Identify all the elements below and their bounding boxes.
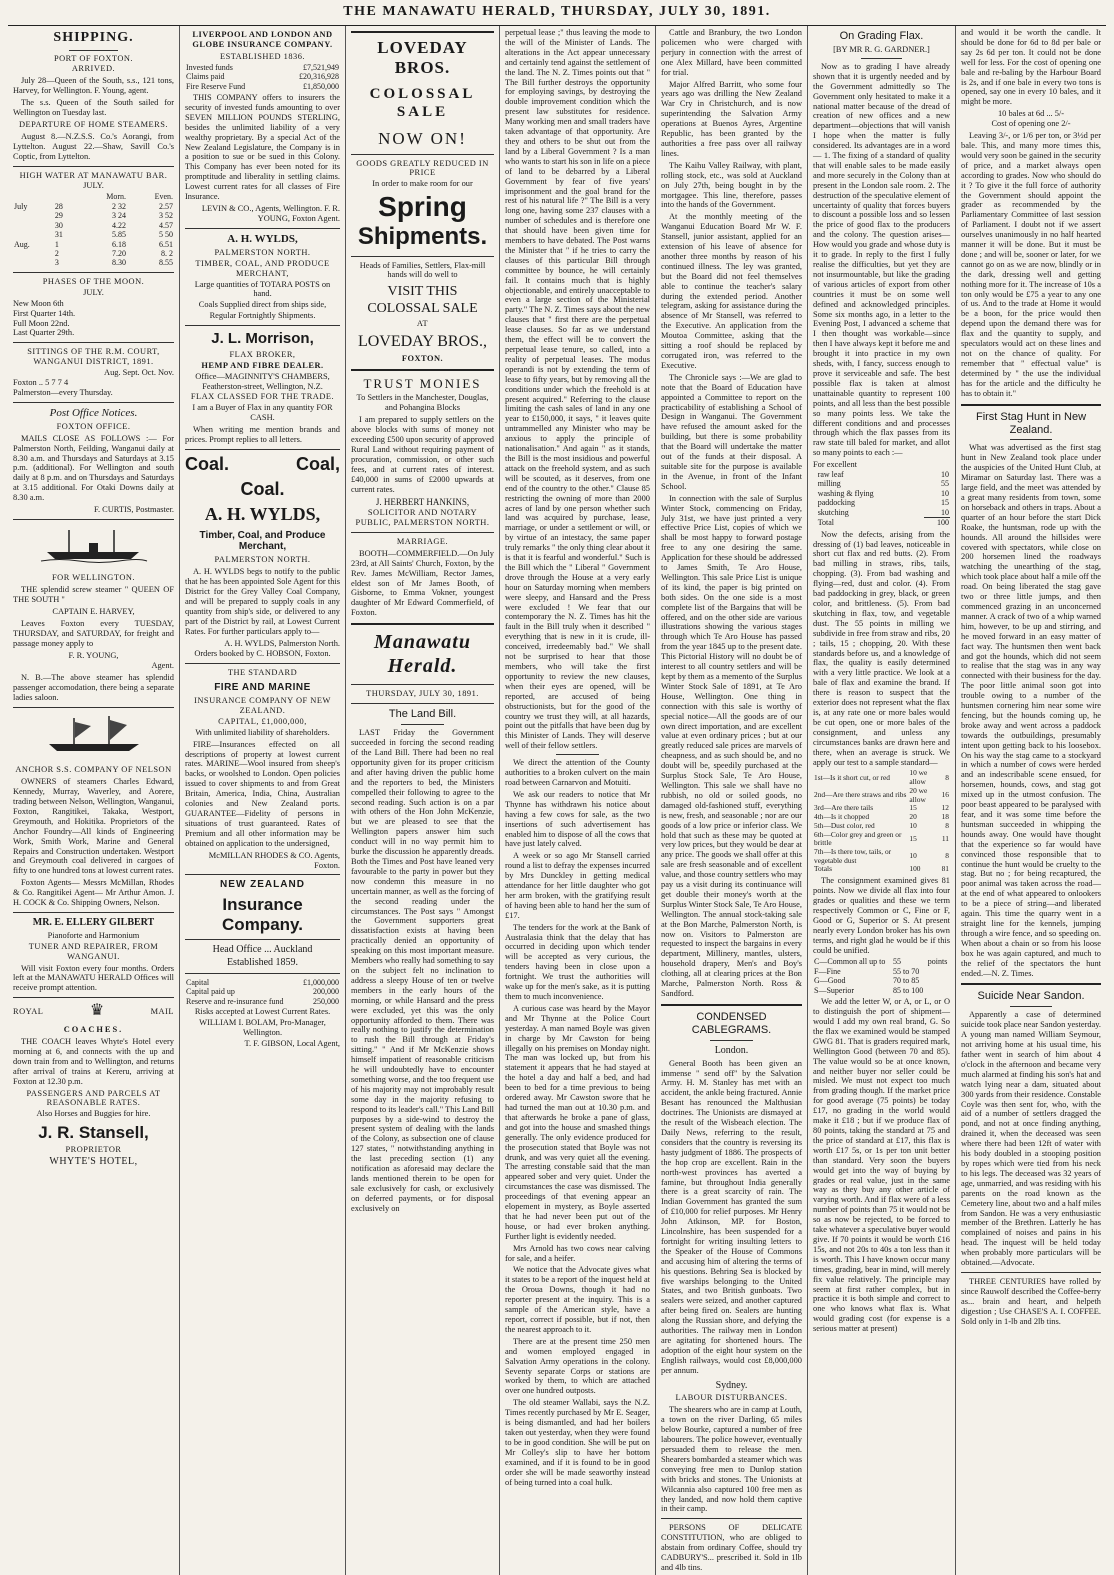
- sailed-text: The s.s. Queen of the South sailed for Wellington on Tuesday last.: [13, 98, 174, 118]
- coal-word: Coal.: [240, 479, 285, 500]
- news-item: Major Alfred Barritt, who some four years ago was drilling the New Zealand War Cry in Christchurch, and is now superintending the Salvation Army operations at Buenos Ayres, Argentine Republic, has been granted by the authorities a free pass over all railway lines.: [661, 79, 802, 158]
- gilbert-title: MR. E. ELLERY GILBERT: [32, 917, 155, 929]
- table-row: Capital paid up 200,000: [186, 987, 339, 997]
- cablegrams-title: CONDENSED CABLEGRAMS.: [691, 1010, 772, 1036]
- flax-text: and would it be worth the candle. It should be done for 6d to 8d per bale or say 2s 6d per ton. It could not be done well for less. For the cost of opening one bale and re-baling by the Harbour Board is 2s, and if one bale in every two tons is opened, say one in every 10 bales, and it might be more.: [961, 28, 1101, 107]
- at-label: AT: [416, 319, 429, 329]
- table-row: G—Good 70 to 85: [814, 976, 920, 986]
- coal-row: [185, 454, 340, 475]
- wylds-big: A. H. WYLDS,: [204, 504, 321, 525]
- land-bill-title: The Land Bill.: [388, 708, 457, 721]
- writing-text: When writing me mention brands and prices. Prompt replies to all letters.: [185, 425, 340, 445]
- funds-table: [185, 63, 340, 91]
- mails-text: MAILS CLOSE AS FOLLOWS :— For Palmerston North, Feilding, Wanganui daily at 8.30 a.m. and Thursdays and Saturdays at 3.15 p.m. (additional). For Wellington and south daily at 8 p.m. and on Thursdays and Saturdays at 3.15 additional. For Otaki Downs daily at 8.30 a.m.: [13, 433, 174, 503]
- mcmillan: McMILLAN RHODES & CO. Agents, Foxton.: [208, 850, 340, 870]
- std-text: FIRE—Insurances effected on all descriptions of property at lowest current rates. MARINE—Wool insured from sheep's backs, or woolshed to London. Open policies issued to cover shipments to and from Great Britain, America, India, China, Australian colonies and New Zealand ports. GUARANTEE—Fidelity of persons in situations of trust guaranteed. Rates of Premium and all other information may be obtained on application to the undersigned,: [185, 739, 340, 848]
- column-5: [656, 26, 808, 1575]
- newspaper-page: [8, 4, 1106, 1572]
- cost-line: Cost of opening one 2/-: [991, 119, 1071, 129]
- trust-sub: To Settlers in the Manchester, Douglas, and Pohangina Blocks: [356, 393, 489, 413]
- grades-table: [813, 957, 950, 995]
- port-heading: PORT OF FOXTON.: [53, 53, 134, 63]
- table-row: 2nd—Are there straws and ribs 20 we allow 16: [814, 785, 949, 804]
- table-row: 31 5.85 5 50: [54, 230, 173, 240]
- news-item: A week or so ago Mr Stansell carried round a list to defray the expenses incurred by Mrs Dunckley in getting medical attendance for her little daughter who got her arm broken, with the gratifying result of having been able to hand her the sum of £17.: [505, 851, 650, 920]
- points-head: For excellent: [813, 460, 857, 470]
- crest-icon: ♛: [89, 1002, 105, 1020]
- high-water-heading: HIGH WATER AT MANAWATU BAR.: [19, 170, 168, 180]
- table-row: 4th—Is it chopped 20 18: [814, 812, 949, 822]
- foxton-label: FOXTON.: [401, 354, 444, 364]
- sittings-foxton: Foxton .. 5 7 7 4: [13, 378, 69, 388]
- table-row: July 28 2 32 2.57: [14, 201, 173, 211]
- table-row: paddocking 15: [817, 498, 949, 508]
- leaves-text: Leaves Foxton every TUESDAY, THURSDAY, and SATURDAY, for freight and passage money apply to: [13, 618, 174, 648]
- solicitor: SOLICITOR AND NOTARY PUBLIC, PALMERSTON NORTH.: [355, 508, 490, 528]
- table-row: 6th—Color grey and green or brittle 15 11: [814, 829, 949, 848]
- ins-co: INSURANCE COMPANY OF NEW ZEALAND.: [194, 696, 331, 715]
- news-item: There are at the present time 250 men and women employed engaged in Salvation Army operations in the colony. Seventy separate Corps or stations are worked by them, to which are attached over one hundred outposts.: [505, 1336, 650, 1396]
- flax-text: The consignment examined gives 81 points. Now we divide all flax into four grades or qualities and these we term respectively Common or C, Fine or F, Good or G, Superior or S. At present nearly every London broker has his own terms, and right glad he would be if this could be unified.: [813, 876, 950, 955]
- sydney-text: The shearers who are in camp at Louth, a town on the river Darling, 65 miles below Bourke, captured a number of free labourers. The police however, eventually persuaded them to release the men. Shearers bombarded a steamer which was conveying free men to Dunlop station with bricks and stones. The Unionists at Wilcannia also captured 100 free men as they landed, and now hold them captive in their camp.: [661, 1405, 802, 1514]
- table-row: 30 4.22 4.57: [54, 220, 173, 230]
- byline: [BY MR R. G. GARDNER.]: [833, 44, 930, 54]
- table-row: 5th—Dust color, red 10 8: [814, 820, 949, 830]
- stag-title: First Stag Hunt in New Zealand.: [975, 410, 1087, 436]
- now-on: NOW ON!: [378, 129, 467, 149]
- gilbert-sub: Pianoforte and Harmonium: [47, 930, 140, 940]
- suicide-title: Suicide Near Sandon.: [977, 990, 1085, 1003]
- for-wellington: FOR WELLINGTON.: [51, 573, 136, 583]
- news-item: We direct the attention of the County authorities to a broken culvert on the main road between Carnarvon and Motuiti.: [505, 758, 650, 787]
- established: ESTABLISHED 1836.: [219, 51, 306, 61]
- royal-left: ROYAL: [13, 1006, 44, 1016]
- moon-line: Last Quarter 29th.: [13, 328, 75, 338]
- flax-classed: FLAX CLASSED FOR THE TRADE.: [190, 392, 335, 402]
- table-row: 2 7.20 8. 2: [54, 249, 173, 259]
- post-office-heading: Post Office Notices.: [49, 406, 138, 419]
- flax-text: We add the letter W, or A, or L, or O to distinguish the port of shipment—would I add my own real brand, G. So the flax we examined would be stamped GWG 81. That is graders required mark, Wellington Good (between 70 and 85). The value would so be at once known, and neither buyer nor seller could be misled. We must not expect too much from grading though. If the market price for good average (75 points) be today £17, no grading in the world would make it £18 ; but if we produce flax of 80 points, taking the standard at 75 and the price of standard at £17, this flax is worth £17 5s, or 1s per ton unit better than standard. Very soon the buyers would get into the way of buying by grades or real value, just in the same way as they buy any other article of varying worth. And if flax were of a less number of points than 75 it would not be so as now be rejected, to be forced to take whatever a speculative buyer would give. If 70 points it would be worth £16 15s, and not 20s to 40s a ton less than it is worth. This I have known occur many times, grading, bear in mind, will merely fix value relatively. The principle may seem at first rather complex, but in practice it is both simple and correct to one who knows what flax is. What would grading cost (for expense is a serious matter at present): [813, 997, 950, 1334]
- coal-word: Coal,: [295, 453, 340, 474]
- ins-text: THIS COMPANY offers to insurers the security of invested funds amounting to over SEVEN MILLION POUNDS STERLING, besides the unlimited liability of a very wealthy proprietary. By a special Act of the New Zealand Legislature, the Company is in a position to sue or be sued in this Colony. This Company has ever been noted for its promptitude and liberality in settling claims. Lowest current rates for all classes of Fire Insurance.: [185, 93, 340, 202]
- columns: [8, 26, 1106, 1572]
- young-name: F. R. YOUNG,: [68, 650, 119, 660]
- news-item: We ask our readers to notice that Mr Thynne has withdrawn his notice about having a few cows for sale, as the two insertions of such advertisement has enabled him to dispose of all the cows that have just lately calved.: [505, 789, 650, 849]
- gilbert-text: Will visit Foxton every four months. Orders left at the MANAWATU HERALD Offices will receive prompt attention.: [13, 963, 174, 993]
- colossal-sale: COLOSSAL SALE: [369, 86, 476, 120]
- land-bill-text: LAST Friday the Government succeeded in forcing the second reading of the Land Bill. There had been no real opportunity given for its proper criticism and after having driven the public home and the reporters to bed, the Ministers compelled their following to agree to the second reading. Such action is on a par with others of the Hon John McKenzie, but we are pleased to see that the Wellington papers answer him such conduct will in no way permit him to burke the discussion he apparently dreads. Both the Times and Post have leaned very favourable to the party in power but they now condemn this measure in no uncertain manner, as well as the forcing of the second reading under the circumstances. The Post says " Amongst the Government supporters great dissatisfaction exists at having been practically denied an opportunity of speaking on this most important measure. Members who really had something to say on the subject felt no inclination to address a sleepy House of ten or twelve members in the early hours of the morning, or while Hansard and the press were excluded, yet this was the only opportunity afforded to them. There was really nothing to justify the determination to rush the Bill through at Friday's sitting." " And if Mr McKenzie shows himself impatient of reasonable criticism he will undoubtedly have to encounter something worse, and the too frequent use of his majority may not improbably result some day in the majority refusing to respond to its leader's call." This Land Bill purposes by a side-wind to destroy the present system of dealing with the lands of the Colony, as subsection one of clause 127 states, " notwithstanding anything in the last preceding section (1) any notification as aforesaid may declare the lands mentioned therein to be open for sale exclusively for cash, or exclusively on deferred payments, or for disposal exclusively on: [351, 728, 494, 1213]
- flax-broker: FLAX BROKER,: [229, 349, 296, 359]
- table-row: C—Common all up to 55 points: [814, 957, 948, 967]
- table-header: Morn. Even.: [106, 192, 173, 202]
- trust-text: I am prepared to supply settlers on the above blocks with sums of money not exceeding £500 upon security of approved Rural Land without requiring payment of procuration, commission, or other such fees, and at current rates of interest. £40,000 in sums of £2000 upwards at current rates.: [351, 415, 494, 494]
- column-2: [180, 26, 346, 1575]
- wylds-merchant: TIMBER, COAL, AND PRODUCE MERCHANT,: [195, 258, 330, 278]
- visit-sale: VISIT THIS COLOSSAL SALE: [367, 284, 478, 316]
- table-row: 3rd—Are there tails 15 12: [814, 803, 949, 813]
- bolam: WILLIAM I. BOLAM, Pro-Manager, Wellington.: [199, 1018, 326, 1038]
- high-water-month: JULY.: [83, 181, 104, 191]
- table-row: Claims paid £20,316,928: [186, 72, 339, 82]
- agent-label: Agent.: [151, 661, 174, 671]
- anchor-agents: Foxton Agents— Messrs McMillan, Rhodes & Co. Rangitikei Agent— Mr Arthur Amon. J. H. COCK & Co. Shipping Owners, Nelson.: [13, 878, 174, 908]
- high-water-table: [13, 192, 174, 268]
- buyer-text: I am a Buyer of Flax in any quantity FOR CASH.: [192, 403, 333, 423]
- loveday-title: LOVEDAY BROS.: [377, 38, 468, 78]
- sittings-pn: Palmerston—every Thursday.: [13, 387, 113, 397]
- room-text: In order to make room for our: [372, 179, 473, 189]
- trust-title: TRUST MONIES: [363, 376, 482, 392]
- news-item: Cattle and Branbury, the two London policemen who were charged with perjury in connection with the arrest of one Alex Millard, have been committed for trial.: [661, 28, 802, 77]
- column-1: [8, 26, 180, 1575]
- nb-text: N. B.—The above steamer has splendid passenger accomodation, there being a separate ladies saloon.: [13, 673, 174, 703]
- hankins: J. HERBERT HANKINS,: [375, 496, 470, 507]
- stansell-name: J. R. Stansell,: [38, 1123, 149, 1143]
- table-row: Totals 100 81: [814, 864, 949, 874]
- table-row: S—Superior 85 to 100: [814, 985, 924, 995]
- news-item: In connection with the sale of Surplus Winter Stock, commencing on Friday, July 31st, we have just printed a very effective Price List, copies of which we shall be most happy to forward postage free to any one desiring the same. Application for these should be addressed to James Smith, Te Aro House, Wellington. This sale Price List is unique of its kind, the paper is big printed on both sides. On the one side is a most complete list of the Bargains that will be offered, and on the other side are various illustrations showing the various stages through which Te Aro House has passed from the year 1845 up to the present date. This Pictorial History will no doubt be of interest to all country settlers and will be kept by them as a memento of the Surplus Winter Stock Sale of 1891, at Te Aro House, Wellington. One thing in connection with this sale is worthy of special notice—All the goods are of our own direct importation, and are excellent value at even ordinary prices ; but at our greatly reduced sale prices are marvels of cheapness, and as such should be, and no doubt will be, speedily purchased at the Surplus Stock Sale, Te Aro House, Wellington. This sale we shall have no rubbish, no old or soiled goods, no damaged old-fashioned stuff, everything is new, fresh, and seasonable ; nor are our goods of a low price or inferior class. We hold that such as these may be quoted at very low prices, but they would be dear at any price. The goods we shall offer at this sale are fresh seasonable and of excellent value, and those country settlers who may pay us a visit during its continuance will get double their money's worth at the Surplus Winter Stock Sale, Te Aro House, Wellington. The annual stock-taking sale at the Bon Marche, Palmerston North, is now on. Visitors to Palmerston are requested to inspect the bargains in every department, Millinery, mantles, ulsters, household drapery, Men's and Boy's clothing, all at clearing prices at the Bon Marche, Palmerston North. Ross & Sandford.: [661, 493, 802, 998]
- cablegrams-text: General Booth has been given an immense " send off" by the Salvation Army. H. M. Stanley has met with an accident, the ankle being fractured. Annie Besant has renounced the Malthusian doctrines. The Unionists are dismayed at the result of the Wisbeach election. The Daily News, referring to the result, considers that the country is reversing its hasty judgment of 1886. The prospects of the hop crop are excellent. Rain in the north-west provinces has averted a famine, but throughout India generally there is a great scarcity of rain. The Indian Government has granted the sum of £10,000 for relief purposes. Mr Henry John Atkinson, MP. for Boston, Lincolnshire, has been suspended for a fortnight for writing insulting letters to the Speaker of the House of Commons and accusing him of altering the terms of his questions. Behring Sea is blocked by five warships belonging to the United States, and two British gunboats. Two sealers were seized, and another captured after being fired on. Sealers are hunting along the Russian shore, and defying the authorities. The railway men in London are agitating for shortened hours. The adoption of the eight hour system on the English railways, would cost £8,000,000 per annum.: [661, 1058, 802, 1375]
- flax-text: Leaving 3/-, or 1/6 per ton, or 3½d per bale. This, and many more times this, would very soon be gained in the security of price, and a market always open according to grades. Now who should do it ? To give it the full force of authority the Government should appoint the grader as recommended by the Parliamentary Committee of last session of Parliament. I doubt not if we assert ourselves unanimously in no half hearted manner it will be done. But it must be done ; and will be, sooner or later, for we cannot go on as we are now, blindly or in the dark, dressing well and getting nothing more for it. The increase of 10s a ton only would be £75 a year to any one of us. And to the trade at Home it would be a boon, for the price would then depend upon the demand there was for flax and the quantity to supply, and speculators would act on these lines and not on the chance of quality. For remember that " effectual value" is determined by " the use the individual has for the article and the difficulty he has to obtain it.": [961, 131, 1101, 398]
- standard-title: THE STANDARD: [227, 668, 298, 678]
- royal-mail: [13, 1002, 174, 1021]
- royal-right: MAIL: [150, 1006, 174, 1016]
- morrison-name: J. L. Morrison,: [211, 330, 314, 348]
- anchor-text: OWNERS of steamers Charles Edward, Kennedy, Murray, Waverley, and Aorere, trading between Nelson, Wellington, Wanganui, Foxton, Rangitikei, Takaka, Westport, Greymouth, and Hokitika. Proprietors of the Anchor Foundry—All kinds of Engineering Work, Smith Work, Marine and General Repairs and Construction undertaken. Westport and Greymouth coal delivered in cargoes of fifty to one hundred tons at lowest current rates.: [13, 777, 174, 876]
- nz-ins: Insurance Company.: [222, 895, 303, 935]
- timber-coal: Timber, Coal, and Produce Merchant,: [199, 529, 326, 553]
- arrived-text: July 28—Queen of the South, s.s., 121 tons, Harvey, for Wellington. F. Young, agent.: [13, 76, 174, 96]
- news-item: The Kaihu Valley Railway, with plant, rolling stock, etc., was sold at Auckland on July 27th, being bought in by the mortgagee. This line, therefore, passes into the hands of the Government.: [661, 160, 802, 210]
- flax-text: Now as to grading I have already shown that it is urgently needed and by the Government admittedly so The Government only hesitated to make it a national matter because of the dread of creation of new offices and a new department—objections that will vanish I hope when the matter is fully considered. Its advantages are in a word— 1. The fixing of a standard of quality that will enable sales to be made easily and more securely in the Colony than at present in the London sale room. 2. The destruction of the speculative element of uncertainty of quality that forces buyers to discount a possible loss and so lessen the price of good flax to the producers and the colony. The question arises—How would you grade and whose duty is it to grade. In reply to the first I fully realise the difficulties, but yet they are not insurmountable, but like the grading of various articles of export from other countries it must be on some well defined and acknowledged principles. Some six months ago, in a letter to the Evening Post, I advanced a scheme that I then thought was workable—since then I have always kept it before me and brought it into practice in my own sheds, with, I fancy, success enough to prove it serviceable and safe. The best possible flax is taken at almost unattainable quantity to represent 100 points, and all less than the best possible so many points less. We take the different conditions and and processes through which the flax passes from its raw state till baled for market, and allot so many points to each :—: [813, 61, 951, 458]
- moon-heading: PHASES OF THE MOON.: [42, 276, 145, 286]
- news-item: Mrs Arnold has two cows near calving for sale, and a heifer.: [505, 1243, 650, 1263]
- spring-heading: Spring: [378, 191, 467, 223]
- news-item: The old steamer Wallabi, says the N.Z. Times recently purchased by Mr E. Seager, is being dismantled, and had her boilers taken out yesterday, when they were found to be in good condition. She will be put on Mr Colley's slip to have her bottom examined, and if it is found to be in good order she will be made seaworthy instead of being turned into a coal hulk.: [505, 1398, 650, 1487]
- column-6: [808, 26, 956, 1575]
- coaches-title: COACHES.: [63, 1025, 124, 1035]
- table-row: 1st—Is it short cut, or red 10 we allow 8: [814, 768, 949, 787]
- moon-line: New Moon 6th: [13, 298, 64, 308]
- suicide-text: Apparently a case of determined suicide took place near Sandon yesterday. A young man named William Seymour, not arriving home at his usual time, his father went in search of him about 4 o'clock in the afternoon and became very much alarmed at finding his son's hat and watch lying near a dam, situated about 300 yards from their residence. Constable Coyle was then sent for, who, with the aid of a number of settlers dragged the pond, and not at once finding anything, drained it, when the deceased was seen where there had been 12ft of water with his body doubled in a stooping position by ropes which were tied from his neck to his legs. The deceased was 32 years of age, unmarried, and was residing with his parents on the road known as the Cemetery line, about two and a half miles from Sandon. He was a very enthusiastic member of the Brethren. Latterly he has complained of noises and pains in his head. The inquest will be held today when probably more particulars will be obtained.—Advocate.: [961, 1010, 1102, 1268]
- news-item: The Chronicle says :—We are glad to note that the Board of Education have appointed a Committee to report on the practicability of establishing a School of Design in Wanganui. The Government have refused the amount asked for the building, but there is some probability that the Board will undertake the matter out of the funds at their disposal. A suitable site for the purpose is available in the Avenue, in front of the Infant School.: [661, 372, 802, 491]
- goods-reduced: GOODS GREATLY REDUCED IN PRICE: [356, 158, 489, 178]
- column-7: [956, 26, 1106, 1575]
- orders-booked: Orders booked by C. HOBSON, Foxton.: [194, 649, 331, 659]
- horses-text: Also Horses and Buggies for hire.: [36, 1109, 151, 1119]
- hemp-dealer: HEMP AND FIBRE DEALER.: [201, 360, 324, 370]
- sittings-heading: SITTINGS OF THE R.M. COURT, WANGANUI DISTRICT, 1891.: [27, 347, 160, 367]
- table-row: F—Fine 55 to 70: [814, 966, 920, 976]
- table-row: Reserve and re-insurance fund 250,000: [186, 996, 339, 1006]
- departure-text: August 8.—N.Z.S.S. Co.'s Aorangi, from Lyttelton. August 22.—Shaw, Savill Co.'s Coptic, from Lyttelton.: [13, 131, 174, 161]
- news-item: A curious case was heard by the Mayor and Mr Thynne at the Police Court yesterday. A man named Boyle was given in charge by Mr Cawston for being illegally on his premises on Monday night. The man was locked up, but from his statement it appears that he had stayed at the hotel a day and half a bed, and had been to bed for a time previous to being ordered away. Mr Cawston swore that he had turned the man out at 10.30 p.m. and that afterwards he broke a pane of glass, and got into the house and smashed things generally. The only evidence produced for the prosecution stated that Boyle was not drunk, and was very quiet all the evening. The arresting constable said that the man appeared sober and very quiet. Under the circumstances the case was dismissed. The proceedings of that evening appear an elopement in mystery, as Boyle asserted that he had never been put out of the house, or had ever broken anything. Further light is evidently needed.: [505, 1003, 650, 1241]
- table-row: 3 8.30 8.55: [54, 258, 173, 268]
- table-row: washing & flying 10: [817, 488, 949, 498]
- marriage-text: BOOTH—COMMERFIELD.—On July 23rd, at All Saints' Church, Foxton, by the Rev. James McWilliam, Rector James, eldest son of Mr James Booth, of Gisborne, to Emma Vokner, youngest daughter of Mr Edward Commerfield, of Foxton.: [351, 548, 494, 618]
- table-row: raw leaf 10: [817, 470, 949, 480]
- est1859: Established 1859.: [226, 957, 299, 969]
- table-row: Aug. 1 6.18 6.51: [14, 239, 173, 249]
- whytes-hotel: WHYTE'S HOTEL,: [49, 1156, 138, 1168]
- head-office: Head Office ... Auckland: [212, 944, 313, 956]
- pn: PALMERSTON NORTH.: [214, 555, 311, 565]
- moon-month: JULY.: [83, 287, 104, 297]
- anchor-title: ANCHOR S.S. COMPANY OF NELSON: [15, 765, 172, 775]
- london-heading: London.: [714, 1044, 749, 1056]
- delicate-ad: PERSONS OF DELICATE CONSTITUTION, who are obliged to abstain from ordinary Coffee, should try CADBURY'S... prescribed it. Sold in 1lb and 4lb tins.: [661, 1523, 802, 1572]
- wylds-loc: PALMERSTON NORTH.: [214, 247, 311, 257]
- nz-title: NEW ZEALAND: [220, 879, 305, 891]
- column-4: [500, 26, 656, 1575]
- cost-line: 10 bales at 6d ... 5/-: [997, 109, 1065, 119]
- masthead: THE MANAWATU HERALD, THURSDAY, JULY 30, 1891.: [8, 4, 1106, 26]
- marriage-title: MARRIAGE.: [396, 536, 449, 546]
- heads-text: Heads of Families, Settlers, Flax-mill hands will do well to: [359, 260, 486, 280]
- gibson: T. F. GIBSON, Local Agent,: [244, 1038, 340, 1048]
- ins-title: LIVERPOOL AND LONDON AND GLOBE INSURANCE COMPANY.: [192, 30, 333, 49]
- gilbert-tuner: TUNER AND REPAIRER, FROM WANGANUI.: [28, 941, 159, 961]
- ship-icon: [13, 714, 174, 759]
- shipments-heading: Shipments.: [357, 223, 488, 251]
- risks: Risks accepted at Lowest Current Rates.: [194, 1007, 331, 1017]
- parcels-text: PASSENGERS AND PARCELS AT REASONABLE RATES.: [26, 1088, 161, 1108]
- table-row: Total 100: [817, 517, 949, 528]
- coal-word: Coal.: [185, 453, 230, 474]
- table-row: Capital £1,000,000: [186, 977, 339, 987]
- moon-line: Full Moon 22nd.: [13, 318, 70, 328]
- table-row: milling 55: [817, 479, 949, 489]
- unlimited: With unlimited liability of shareholders.: [195, 727, 330, 737]
- column-3: [346, 26, 500, 1575]
- loveday-2: LOVEDAY BROS.,: [357, 333, 488, 351]
- news-item: The tenders for the work at the Bank of Australasia think that the delay that has occurred in deciding upon which tender will be accepted as very curious, the tenders having been in close upon a fortnight. We trust the authorities will wake up for the men's sake, as it is putting them to much inconvenience.: [505, 922, 650, 1001]
- table-row: 7th—Is there tow, tails, or vegetable dust 10 8: [814, 847, 949, 865]
- flax-text: Now the defects, arising from the dressing of (1) bad leaves, noticeable in short cut flax and red butts. (2). From bad milling in straws, ribs, tails, chopping. (3). From bad washing and flying—red, dust and color. (4). From bad paddocking in grey, black, or green color, and brittleness. (5). From bad skutching in flax, tow, and vegetable dust. The 55 points in milling we subdivide in free from straw and ribs, 20 ; tails, 15 ; chopping, 20. With these standards before us, and a knowledge of flax, the quality is easily determined with a very little practice. We look at a bale of flax and examine the brand. If there is reason to suspect that the exterior does not represent what the flax is, at any rate one or more bales would be cut open, one or more bales of the consignment, and unless any circumstances banks are drawn here and there, when an average is struck. We apply our test to a sample standard—: [813, 529, 950, 767]
- moon-line: First Quarter 14th.: [13, 308, 76, 318]
- proprietor: PROPRIETOR: [65, 1145, 122, 1155]
- captain: CAPTAIN E. HARVEY,: [52, 606, 135, 616]
- ship-icon: [13, 526, 174, 567]
- news-item: At the monthly meeting of the Wanganui Education Board Mr W. F. Stansell, junior assistant, applied for an extension of his leave of absence for another three months by reason of his continued illness. The ley was granted, but the Board did not feel themselves able to continue the teacher's salary during the extended period. Another telegram, asking for assistance during the absence of Mr Stansell, was referred to the Executive. An application from the Moutoa Committee, asking that the sitting a roof should be replaced by corrugated iron, was referred to the Executive.: [661, 212, 802, 370]
- article-text: perpetual lease ;" thus leaving the mode to the will of the Minister of Lands. The alterations in the Act appear unnecessary and certainly tend against the settlement of the land. The N. Z. Times points out that " The Bill further destroys the opportunity for employing savings, by destroying the double improvement condition which the present law substitutes for residence. Many working men and small traders have taken advantage of that opportunity. Are they and others to be shut out from the land by a Liberal Government ? Is a man who wants to start his son in life on a piece of land to be debarred by a Liberal Government by fear of five years' imprisonment and the goal brand for the rest of his natural life ?" The Bill is a very long one, having some 237 clauses with a number of schedules and is therefore one that should have been given time for members to have debated. The Post warns the Minister that " if he tries to carry the clauses of this particular Bill through committee by bounce, he will certainly fail. It contains much that is highly objectionable, and entirely unacceptable to even a large section of the Ministerial party." The N. Z. Times says about the new clauses that " first there are the perpetual lease clauses. So far as we understand them, the effect will be to convert the perpetual lease tenure, so called, into a reality of perpetual leases. The modus operandi is not by extending the term of lease to fifty years, but by removing all the conditions under which the freehold is at present acquired." Referring to the clause limiting the cash sales of land in any one year to £150,000, it says, " it leaves quite untrammelled any Minister who may be anxious to apply the principle of nationalisation." And again " as it stands, the Bill is the most insidious and powerful attack on the freehold system, and as such will be scouted, as it deserves, from one end of the country to the other." Clause 85 restricting the owning of more than 2000 acres of land by one person whether such land was acquired by purchase, lease, marriage, or under a settlement or will, or by virtue of an intestacy, the same paper truly remarks " the only thing clear about it is that it is fearful and wonderful." Such is the Bill which the " Liberal " Government drove through the House at a very early hour on Saturday morning when members were sleepy, and Hansard and the Press were excluded ! We fear that our contemporary the N. Z. Times has hit the fault in the Bill truly when it described " everything that is new in it is crude, ill-conceived, irredeemably bad." We shall not be surprised to hear that those members, who will take the first opportunity to review the new clauses, when their eyes are opened, will be reported, are accused of being obstructionists, but for the good of the country we trust they will, at all hazards, point out the pitfalls that have been dug by this Minister of Lands. They will deserve well of their fellow settlers.: [505, 28, 650, 751]
- arrived-heading: ARRIVED.: [71, 64, 116, 74]
- post-office-sub: FOXTON OFFICE.: [56, 421, 131, 431]
- wylds-name: A. H. WYLDS,: [227, 232, 298, 245]
- defects-table: [813, 769, 950, 874]
- table-row: Fire Reserve Fund £1,850,000: [186, 81, 339, 91]
- points-table: [813, 470, 950, 528]
- sittings-head: Aug. Sept. Oct. Nov.: [104, 368, 174, 378]
- masthead-flag: Manawatu Herald.: [374, 631, 471, 677]
- issue-date: THURSDAY, JULY 30, 1891.: [366, 689, 479, 699]
- wylds-text: A. H. WYLDS begs to notify to the public that he has been appointed Sole Agent for this District for the Grey Valley Coal Company, and will be prepared to supply coals in any quantity from ship's side, or delivered to any part of the District by rail, at Lowest Current Rates. For further particulars apply to—: [185, 567, 340, 636]
- stag-text: What was advertised as the first stag hunt in New Zealand took place under the auspicies of the United Hunt Club, at Miramar on Saturday last. There was a large field, and the meet was attended by a great many residents from town, some on horseback and others in traps. About a quarter of an hour before the start Dick Roake, the huntsman, rode up with the hounds. All around the hillsides were covered with spectators, while close on 200 horsemen lined the roadways watching the unearthing of the stag, which took place about half a mile off the road. On being liberated the stag gave two or three little jumps, and then commenced grazing in an unconcerned manner. A crack of two of a whip warned him, however, to be up and stirring, and he moved forward in an easy matter of fact way. The huntsmen then went back and got the hounds, which did not seem to realise that the stag was in any way connected with their business for the day. The poor little animal soon got into trouble owing to a number of the huntsmen cornering him near some wire fencing, but the hounds coming up, he broke away and went across a paddock towards the outbuildings, presumably intent upon getting back to his loosebox. On his way the stag came to a stockyard in which a number of cows were herded and an indescribable scene ensued, for horsemen, hounds, cows, and stag got mixed up in the utmost confusion. The poor beast appeared to be paralysed with fear, and it was some time before the huntsman succeeded in whipping the hounds away. One would have thought that the experience so far would have convinced those responsible that to continue the hunt would be cruelty to the stag. But no ; for being recaptured, the poor animal was taken across the road—at the end of what appeared to onlookers to be a piece of string—and liberated again. This time the quarry went in a straight line for the kennels, jumping through a wire fence, and so speeding on. When about a chain or so from his loose box he was again captured, and much to the relief of the spectators the hunt ended.—N. Z. Times.: [961, 443, 1101, 978]
- sydney-heading: Sydney.: [715, 1379, 748, 1391]
- nz-funds-table: [185, 978, 340, 1006]
- coach-text: THE COACH leaves Whyte's Hotel every morning at 6, and connects with the up and down train from and to Wellington, and returns after arrival of trains at Kereru, arriving at Foxton at 12.30 p.m.: [13, 1037, 174, 1086]
- office: Office—MAGINNITY'S CHAMBERS, Featherston-street, Wellington, N.Z.: [195, 371, 330, 391]
- ins-agents: LEVIN & CO., Agents, Wellington. F. R. YOUNG, Foxton Agent.: [201, 204, 340, 223]
- steamer-text: THE splendid screw steamer " QUEEN OF THE SOUTH ": [13, 585, 174, 605]
- coffee-ad: THREE CENTURIES have rolled by since Rauwolf described the Coffee-berry as... brain and heart, and helpeth digestion ; Use CHASE'S A. I. COFFEE. Sold only in 1-lb and 2lb tins.: [961, 1276, 1101, 1326]
- fortnightly: Regular Fortnightly Shipments.: [209, 311, 316, 321]
- news-item: We notice that the Advocate gives what it states to be a report of the inquest held at the Oroua Downs, though it had no reporter present at the inquiry. This is a sample of the American style, have a report, correct if possible, but if not, then the nearest approach to it.: [505, 1265, 650, 1334]
- table-row: 29 3 24 3 52: [54, 211, 173, 221]
- capital: CAPITAL, £1,000,000,: [218, 716, 307, 726]
- labour-heading: LABOUR DISTURBANCES.: [675, 1393, 788, 1403]
- shipping-title: SHIPPING.: [53, 30, 134, 45]
- table-row: skutching 10: [817, 507, 949, 518]
- flax-title: On Grading Flax.: [839, 30, 924, 42]
- wylds-sig: A. H. WYLDS, Palmerston North.: [224, 638, 340, 648]
- coals-ship: Coals Supplied direct from ships side,: [198, 300, 327, 310]
- fire-marine: FIRE AND MARINE: [214, 682, 311, 694]
- table-row: Invested funds £7,521,949: [186, 62, 339, 72]
- postmaster: F. CURTIS, Postmaster.: [93, 505, 174, 515]
- departure-heading: DEPARTURE OF HOME STEAMERS.: [18, 119, 169, 129]
- totara-text: Large quantities of TOTARA POSTS on hand.: [194, 279, 331, 299]
